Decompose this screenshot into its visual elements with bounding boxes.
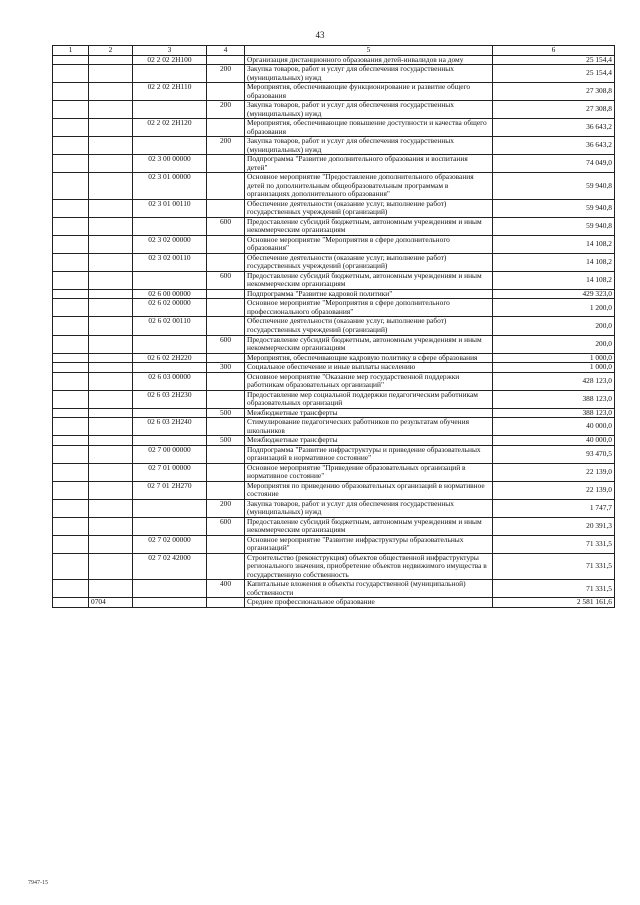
cell-c5: Строительство (реконструкция) объектов общественной инфраструктуры регионального значения, приобретение объектов недвижимого имущества в государственную собственность <box>245 553 493 580</box>
cell-c4: 500 <box>207 408 245 418</box>
cell-c5: Основное мероприятие "Мероприятия в сфере дополнительного образования" <box>245 235 493 253</box>
cell-c4 <box>207 119 245 137</box>
cell-c6: 22 139,0 <box>493 463 615 481</box>
cell-c3 <box>133 217 207 235</box>
cell-c2 <box>89 217 133 235</box>
cell-c5: Мероприятия, обеспечивающие кадровую политику в сфере образования <box>245 353 493 363</box>
cell-c3 <box>133 271 207 289</box>
cell-c6: 428 123,0 <box>493 372 615 390</box>
table-row <box>53 408 615 418</box>
cell-c1 <box>53 517 89 535</box>
col-header: 5 <box>245 46 493 56</box>
cell-c1 <box>53 173 89 200</box>
table-row <box>53 55 615 65</box>
cell-c2 <box>89 65 133 83</box>
table-row <box>53 119 615 137</box>
cell-c3: 02 3 00 00000 <box>133 155 207 173</box>
cell-c6: 429 323,0 <box>493 289 615 299</box>
cell-c6: 25 154,4 <box>493 65 615 83</box>
cell-c1 <box>53 335 89 353</box>
cell-c2 <box>89 517 133 535</box>
cell-c2 <box>89 553 133 580</box>
cell-c5: Основное мероприятие "Мероприятия в сфере дополнительного профессионального образования" <box>245 299 493 317</box>
cell-c3 <box>133 65 207 83</box>
cell-c4: 600 <box>207 517 245 535</box>
cell-c1 <box>53 299 89 317</box>
cell-c3 <box>133 598 207 608</box>
cell-c2 <box>89 199 133 217</box>
cell-c3: 02 6 03 00000 <box>133 372 207 390</box>
cell-c6: 71 331,5 <box>493 553 615 580</box>
table-row <box>53 83 615 101</box>
cell-c4 <box>207 289 245 299</box>
cell-c3: 02 2 02 2Н100 <box>133 55 207 65</box>
cell-c4 <box>207 235 245 253</box>
table-row <box>53 463 615 481</box>
cell-c1 <box>53 535 89 553</box>
cell-c3: 02 3 01 00110 <box>133 199 207 217</box>
cell-c2 <box>89 499 133 517</box>
cell-c6: 40 000,0 <box>493 418 615 436</box>
cell-c6: 36 643,2 <box>493 137 615 155</box>
cell-c5: Основное мероприятие "Оказание мер государственной поддержки работникам образовательных организаций" <box>245 372 493 390</box>
cell-c6: 27 308,8 <box>493 101 615 119</box>
cell-c3: 02 6 03 2Н230 <box>133 390 207 408</box>
cell-c1 <box>53 83 89 101</box>
cell-c6: 59 940,8 <box>493 217 615 235</box>
cell-c4: 600 <box>207 217 245 235</box>
cell-c4 <box>207 253 245 271</box>
cell-c6: 388 123,0 <box>493 408 615 418</box>
cell-c5: Социальное обеспечение и иные выплаты населению <box>245 363 493 373</box>
cell-c3 <box>133 499 207 517</box>
cell-c1 <box>53 445 89 463</box>
table-row <box>53 335 615 353</box>
cell-c5: Предоставление мер социальной поддержки педагогическим работникам образовательных организаций <box>245 390 493 408</box>
cell-c6: 1 200,0 <box>493 299 615 317</box>
budget-table <box>52 45 615 608</box>
cell-c4 <box>207 83 245 101</box>
cell-c6: 2 581 161,6 <box>493 598 615 608</box>
col-header: 6 <box>493 46 615 56</box>
table-row <box>53 445 615 463</box>
cell-c4: 400 <box>207 580 245 598</box>
cell-c1 <box>53 499 89 517</box>
table-row <box>53 363 615 373</box>
cell-c5: Подпрограмма "Развитие инфраструктуры и приведение образовательных организаций в нормативное состояние" <box>245 445 493 463</box>
cell-c4 <box>207 390 245 408</box>
cell-c4: 600 <box>207 271 245 289</box>
cell-c4: 200 <box>207 101 245 119</box>
cell-c4 <box>207 353 245 363</box>
cell-c6: 1 000,0 <box>493 353 615 363</box>
table-row <box>53 580 615 598</box>
cell-c3: 02 6 02 2Н220 <box>133 353 207 363</box>
cell-c5: Закупка товаров, работ и услуг для обеспечения государственных (муниципальных) нужд <box>245 137 493 155</box>
cell-c4 <box>207 418 245 436</box>
cell-c6: 200,0 <box>493 335 615 353</box>
cell-c3 <box>133 580 207 598</box>
cell-c2 <box>89 418 133 436</box>
cell-c5: Среднее профессиональное образование <box>245 598 493 608</box>
cell-c4 <box>207 372 245 390</box>
cell-c5: Предоставление субсидий бюджетным, автономным учреждениям и иным некоммерческим организациям <box>245 217 493 235</box>
cell-c2 <box>89 445 133 463</box>
cell-c4 <box>207 299 245 317</box>
cell-c1 <box>53 137 89 155</box>
cell-c4 <box>207 463 245 481</box>
cell-c3: 02 3 02 00000 <box>133 235 207 253</box>
cell-c1 <box>53 65 89 83</box>
cell-c2 <box>89 372 133 390</box>
cell-c6: 1 747,7 <box>493 499 615 517</box>
cell-c5: Основное мероприятие "Предоставление дополнительного образования детей по дополнительным общеобразовательным программам в организациях дополнительного образования" <box>245 173 493 200</box>
cell-c1 <box>53 390 89 408</box>
cell-c6: 14 108,2 <box>493 253 615 271</box>
cell-c5: Основное мероприятие "Приведение образовательных организаций в нормативное состояние" <box>245 463 493 481</box>
cell-c3 <box>133 137 207 155</box>
cell-c4 <box>207 55 245 65</box>
cell-c3: 02 2 02 2Н110 <box>133 83 207 101</box>
cell-c3: 02 2 02 2Н120 <box>133 119 207 137</box>
cell-c5: Подпрограмма "Развитие кадровой политики" <box>245 289 493 299</box>
col-header: 1 <box>53 46 89 56</box>
cell-c4 <box>207 553 245 580</box>
cell-c5: Мероприятия, обеспечивающие функционирование и развитие общего образования <box>245 83 493 101</box>
cell-c5: Стимулирование педагогических работников по результатам обучения школьников <box>245 418 493 436</box>
cell-c6: 59 940,8 <box>493 199 615 217</box>
cell-c2 <box>89 173 133 200</box>
cell-c1 <box>53 235 89 253</box>
cell-c4 <box>207 598 245 608</box>
cell-c3: 02 6 03 2Н240 <box>133 418 207 436</box>
cell-c1 <box>53 271 89 289</box>
table-row <box>53 499 615 517</box>
cell-c5: Обеспечение деятельности (оказание услуг, выполнение работ) государственных учреждений (организаций) <box>245 317 493 335</box>
cell-c6: 59 940,8 <box>493 173 615 200</box>
cell-c1 <box>53 101 89 119</box>
cell-c2 <box>89 101 133 119</box>
cell-c3 <box>133 101 207 119</box>
cell-c6: 27 308,8 <box>493 83 615 101</box>
cell-c3: 02 6 00 00000 <box>133 289 207 299</box>
cell-c1 <box>53 353 89 363</box>
cell-c3: 02 7 01 2Н270 <box>133 481 207 499</box>
cell-c4 <box>207 199 245 217</box>
cell-c2 <box>89 481 133 499</box>
cell-c3 <box>133 517 207 535</box>
cell-c2 <box>89 580 133 598</box>
cell-c1 <box>53 317 89 335</box>
table-row <box>53 173 615 200</box>
header-row <box>53 46 615 56</box>
cell-c4 <box>207 317 245 335</box>
cell-c2 <box>89 390 133 408</box>
col-header: 4 <box>207 46 245 56</box>
cell-c5: Мероприятия, обеспечивающие повышение доступности и качества общего образования <box>245 119 493 137</box>
table-row <box>53 418 615 436</box>
cell-c2 <box>89 335 133 353</box>
cell-c2 <box>89 289 133 299</box>
cell-c4 <box>207 445 245 463</box>
cell-c3: 02 3 02 00110 <box>133 253 207 271</box>
cell-c6: 20 391,3 <box>493 517 615 535</box>
cell-c4 <box>207 155 245 173</box>
cell-c6: 14 108,2 <box>493 235 615 253</box>
cell-c3: 02 7 02 00000 <box>133 535 207 553</box>
cell-c6: 74 049,0 <box>493 155 615 173</box>
cell-c1 <box>53 372 89 390</box>
cell-c6: 36 643,2 <box>493 119 615 137</box>
cell-c2 <box>89 137 133 155</box>
cell-c2 <box>89 253 133 271</box>
cell-c4 <box>207 173 245 200</box>
cell-c3 <box>133 436 207 446</box>
cell-c2 <box>89 83 133 101</box>
cell-c2 <box>89 363 133 373</box>
col-header: 2 <box>89 46 133 56</box>
cell-c2 <box>89 317 133 335</box>
table-row <box>53 517 615 535</box>
table-row <box>53 535 615 553</box>
cell-c2 <box>89 463 133 481</box>
table-row <box>53 353 615 363</box>
cell-c5: Межбюджетные трансферты <box>245 436 493 446</box>
table-row <box>53 553 615 580</box>
cell-c1 <box>53 253 89 271</box>
cell-c5: Организация дистанционного образования детей-инвалидов на дому <box>245 55 493 65</box>
cell-c5: Основное мероприятие "Развитие инфраструктуры образовательных организаций" <box>245 535 493 553</box>
footer-code: 7947-15 <box>28 880 48 886</box>
cell-c1 <box>53 418 89 436</box>
table-row <box>53 253 615 271</box>
cell-c2 <box>89 119 133 137</box>
cell-c2 <box>89 535 133 553</box>
cell-c1 <box>53 463 89 481</box>
table-row <box>53 289 615 299</box>
cell-c5: Предоставление субсидий бюджетным, автономным учреждениям и иным некоммерческим организациям <box>245 517 493 535</box>
table-row <box>53 101 615 119</box>
cell-c6: 71 331,5 <box>493 535 615 553</box>
cell-c1 <box>53 217 89 235</box>
cell-c1 <box>53 289 89 299</box>
cell-c5: Подпрограмма "Развитие дополнительного образования и воспитания детей" <box>245 155 493 173</box>
cell-c1 <box>53 155 89 173</box>
table-row <box>53 481 615 499</box>
cell-c4: 300 <box>207 363 245 373</box>
cell-c5: Обеспечение деятельности (оказание услуг, выполнение работ) государственных учреждений (организаций) <box>245 199 493 217</box>
cell-c6: 388 123,0 <box>493 390 615 408</box>
table-row <box>53 317 615 335</box>
cell-c1 <box>53 553 89 580</box>
cell-c2 <box>89 299 133 317</box>
cell-c2 <box>89 155 133 173</box>
cell-c5: Мероприятия по приведению образовательных организаций в нормативное состояние <box>245 481 493 499</box>
table-row <box>53 436 615 446</box>
cell-c3: 02 7 00 00000 <box>133 445 207 463</box>
cell-c6: 25 154,4 <box>493 55 615 65</box>
cell-c3: 02 7 02 42000 <box>133 553 207 580</box>
cell-c1 <box>53 598 89 608</box>
col-header: 3 <box>133 46 207 56</box>
cell-c5: Межбюджетные трансферты <box>245 408 493 418</box>
cell-c4: 500 <box>207 436 245 446</box>
cell-c5: Закупка товаров, работ и услуг для обеспечения государственных (муниципальных) нужд <box>245 65 493 83</box>
cell-c4 <box>207 535 245 553</box>
table-row <box>53 271 615 289</box>
table-row <box>53 217 615 235</box>
cell-c5: Закупка товаров, работ и услуг для обеспечения государственных (муниципальных) нужд <box>245 101 493 119</box>
cell-c3: 02 7 01 00000 <box>133 463 207 481</box>
cell-c4: 200 <box>207 137 245 155</box>
cell-c4 <box>207 481 245 499</box>
cell-c2 <box>89 353 133 363</box>
table-row <box>53 299 615 317</box>
cell-c3 <box>133 335 207 353</box>
cell-c2 <box>89 235 133 253</box>
cell-c6: 1 000,0 <box>493 363 615 373</box>
cell-c1 <box>53 481 89 499</box>
cell-c6: 22 139,0 <box>493 481 615 499</box>
cell-c3: 02 6 02 00000 <box>133 299 207 317</box>
page-number: 43 <box>315 30 325 40</box>
cell-c1 <box>53 199 89 217</box>
cell-c3 <box>133 408 207 418</box>
table-row <box>53 235 615 253</box>
cell-c1 <box>53 436 89 446</box>
cell-c6: 93 470,5 <box>493 445 615 463</box>
cell-c1 <box>53 580 89 598</box>
cell-c1 <box>53 119 89 137</box>
cell-c5: Закупка товаров, работ и услуг для обеспечения государственных (муниципальных) нужд <box>245 499 493 517</box>
cell-c1 <box>53 408 89 418</box>
cell-c1 <box>53 363 89 373</box>
cell-c5: Предоставление субсидий бюджетным, автономным учреждениям и иным некоммерческим организациям <box>245 271 493 289</box>
table-row <box>53 199 615 217</box>
cell-c6: 14 108,2 <box>493 271 615 289</box>
cell-c3 <box>133 363 207 373</box>
cell-c4: 200 <box>207 65 245 83</box>
cell-c2 <box>89 55 133 65</box>
cell-c6: 40 000,0 <box>493 436 615 446</box>
cell-c6: 200,0 <box>493 317 615 335</box>
cell-c2 <box>89 436 133 446</box>
cell-c3: 02 3 01 00000 <box>133 173 207 200</box>
cell-c4: 600 <box>207 335 245 353</box>
table-row <box>53 137 615 155</box>
cell-c2 <box>89 271 133 289</box>
cell-c5: Предоставление субсидий бюджетным, автономным учреждениям и иным некоммерческим организациям <box>245 335 493 353</box>
cell-c4: 200 <box>207 499 245 517</box>
cell-c2: 0704 <box>89 598 133 608</box>
table-row <box>53 155 615 173</box>
cell-c5: Обеспечение деятельности (оказание услуг, выполнение работ) государственных учреждений (организаций) <box>245 253 493 271</box>
table-row <box>53 598 615 608</box>
cell-c6: 71 331,5 <box>493 580 615 598</box>
table-row <box>53 390 615 408</box>
table-row <box>53 372 615 390</box>
cell-c5: Капитальные вложения в объекты государственной (муниципальной) собственности <box>245 580 493 598</box>
cell-c2 <box>89 408 133 418</box>
cell-c1 <box>53 55 89 65</box>
cell-c3: 02 6 02 00110 <box>133 317 207 335</box>
table-row <box>53 65 615 83</box>
